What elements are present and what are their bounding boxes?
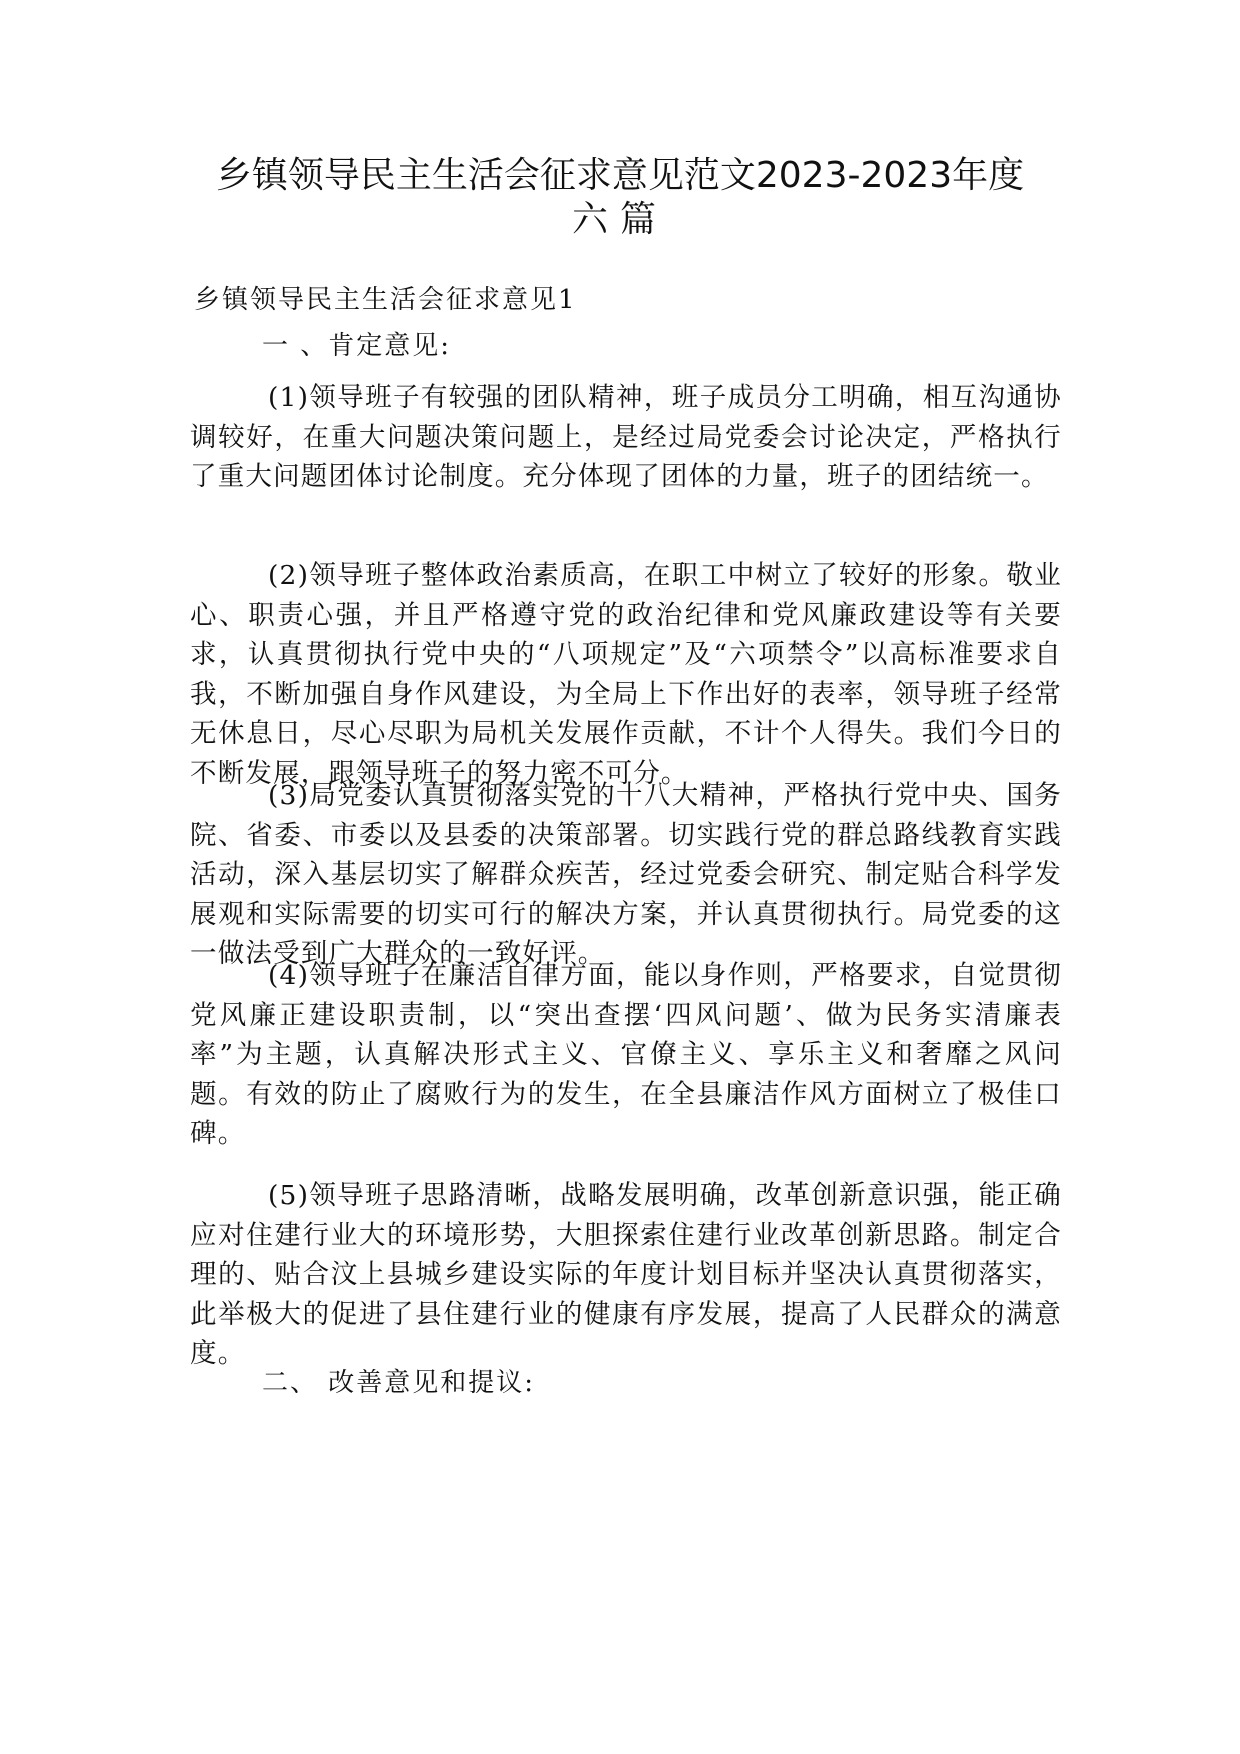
paragraph: (1)领导班子有较强的团队精神，班子成员分工明确，相互沟通协调较好，在重大问题决策问题上，是经过局党委会讨论决定，严格执行了重大问题团体讨论制度。充分体现了团体的力量，班子的团结统一。: [190, 382, 1062, 492]
paragraph: (2)领导班子整体政治素质高，在职工中树立了较好的形象。敬业心、职责心强，并且严格遵守党的政治纪律和党风廉政建设等有关要求，认真贯彻执行党中央的“八项规定”及“六项禁令”以高标准要求自我，不断加强自身作风建设，为全局上下作出好的表率，领导班子经常无休息日，尽心尽职为局机关发展作贡献，不计个人得失。我们今日的不断发展，跟领导班子的努力密不可分。: [190, 560, 1062, 789]
section-heading-positive: 一 、肯定意见:: [262, 331, 452, 361]
article-heading: 乡镇领导民主生活会征求意见1: [194, 285, 577, 315]
document-title-line2: 六篇: [571, 199, 668, 240]
document-title: 乡镇领导民主生活会征求意见范文2023-2023年度: [215, 155, 1025, 196]
paragraph: (5)领导班子思路清晰，战略发展明确，改革创新意识强，能正确应对住建行业大的环境形势，大胆探索住建行业改革创新思路。制定合理的、贴合汶上县城乡建设实际的年度计划目标并坚决认真贯彻落实，此举极大的促进了县住建行业的健康有序发展，提高了人民群众的满意度。: [190, 1180, 1062, 1369]
paragraph: (3)局党委认真贯彻落实党的十八大精神，严格执行党中央、国务院、省委、市委以及县委的决策部署。切实践行党的群总路线教育实践活动，深入基层切实了解群众疾苦，经过党委会研究、制定贴合科学发展观和实际需要的切实可行的解决方案，并认真贯彻执行。局党委的这一做法受到广大群众的一致好评。: [190, 780, 1062, 969]
section-heading-suggestions: 二、 改善意见和提议:: [262, 1368, 536, 1398]
paragraph: (4)领导班子在廉洁自律方面，能以身作则，严格要求，自觉贯彻党风廉正建设职责制，以“突出查摆‘四风问题’、做为民务实清廉表率”为主题，认真解决形式主义、官僚主义、享乐主义和奢靡之风问题。有效的防止了腐败行为的发生，在全县廉洁作风方面树立了极佳口碑。: [190, 960, 1062, 1149]
